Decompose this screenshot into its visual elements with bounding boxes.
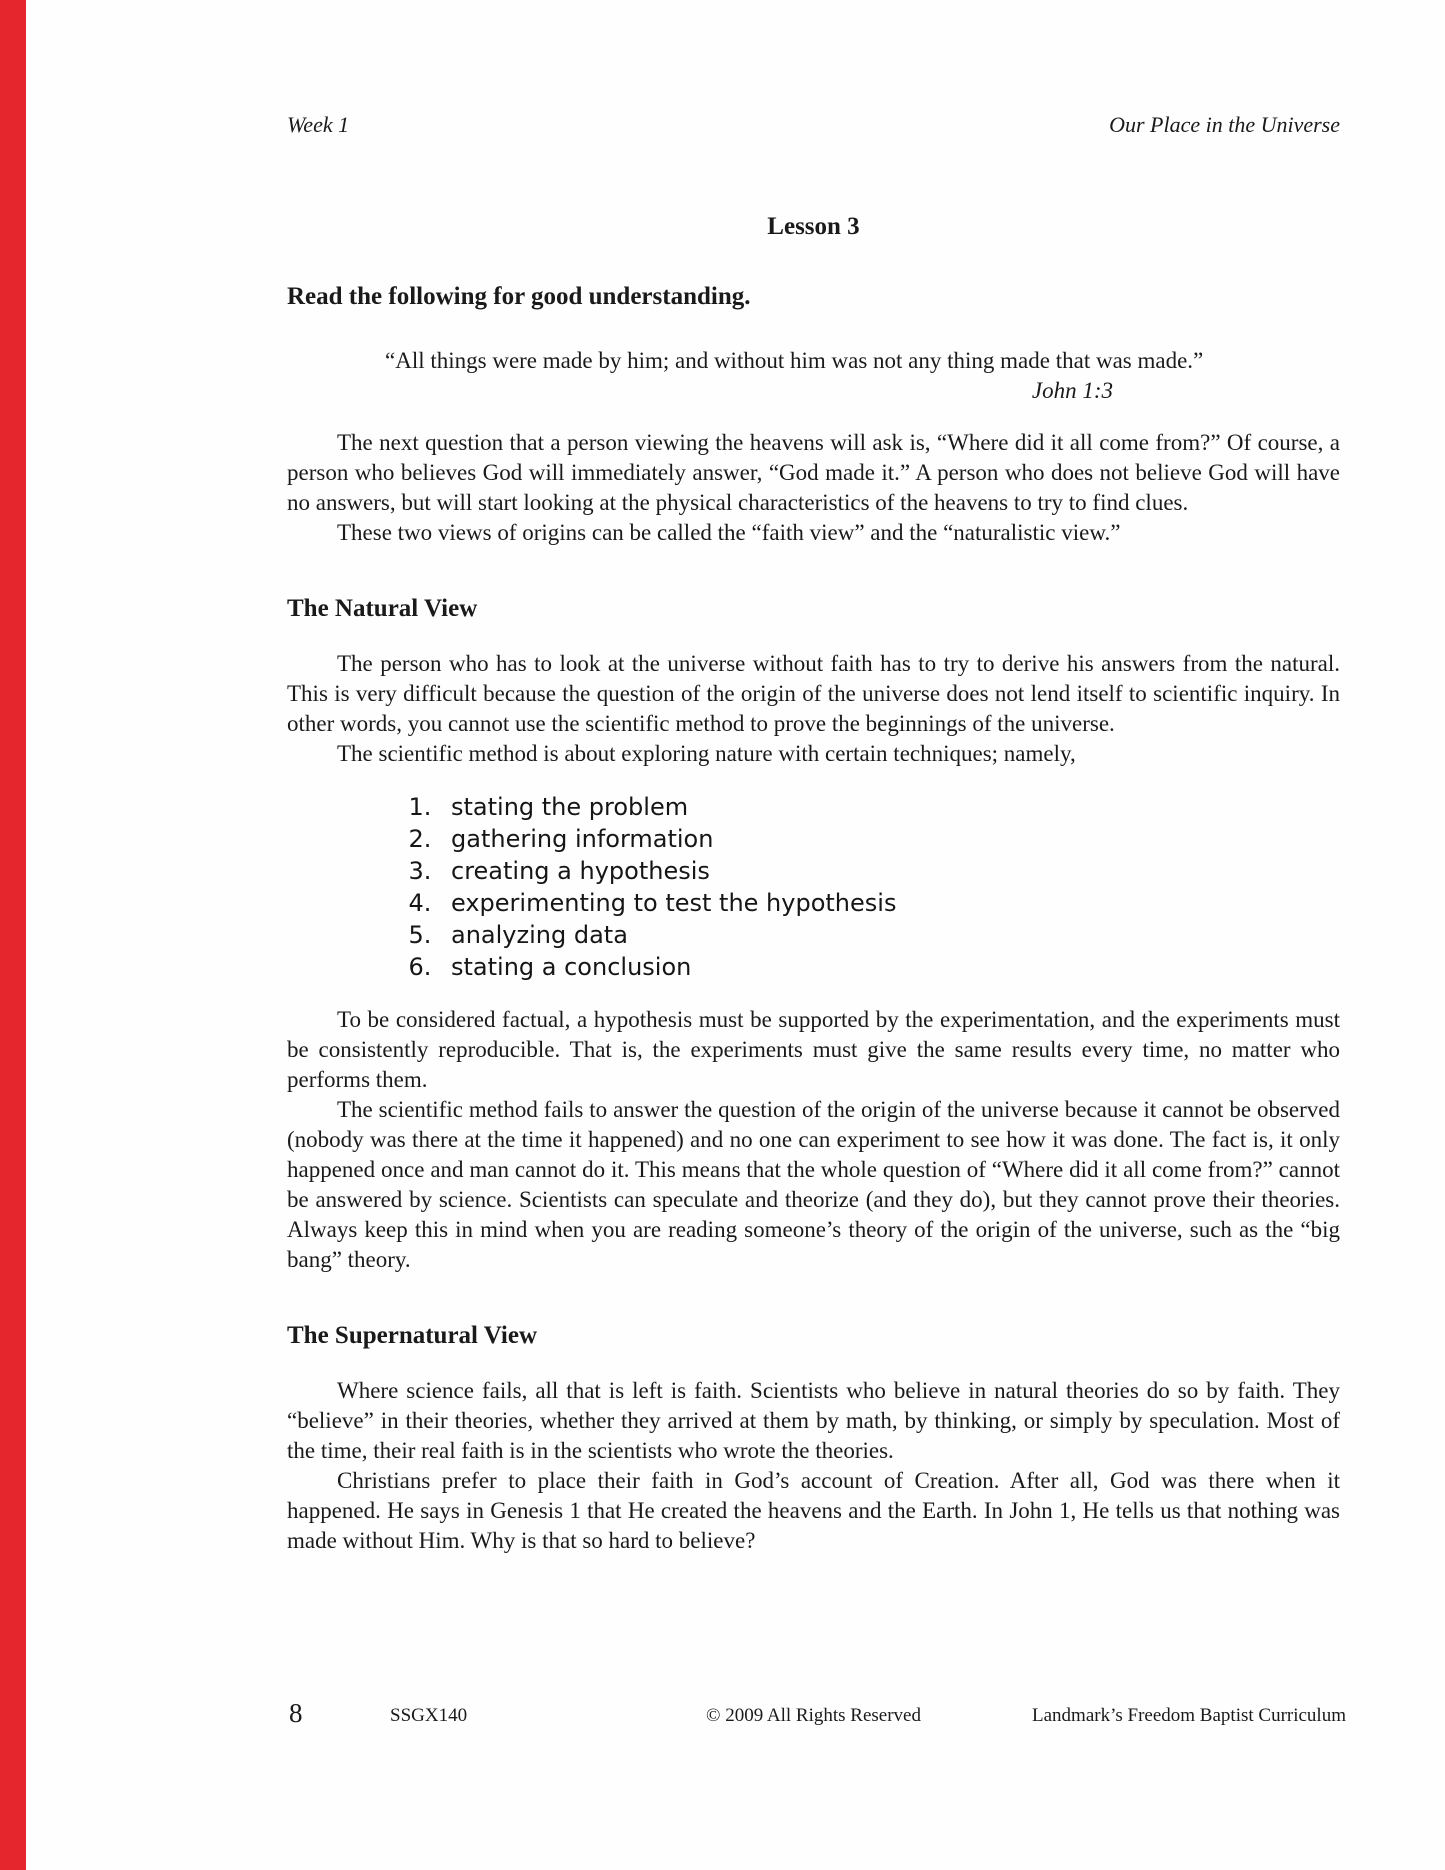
list-item: 1. stating the problem xyxy=(439,791,1340,823)
page-number: 8 xyxy=(289,1698,303,1728)
paragraph: Christians prefer to place their faith in God’s account of Creation. After all, God was there when it happened. He says in Genesis 1 that He created the heavens and the Earth. In John 1, He tells us that nothing was made without Him. Why is that so hard to believe? xyxy=(287,1468,1340,1553)
copyright-notice: © 2009 All Rights Reserved xyxy=(706,1705,921,1726)
scripture-quote: “All things were made by him; and without him was not any thing made that was made.” xyxy=(385,348,1204,373)
running-header xyxy=(287,112,1340,138)
week-label: Week 1 xyxy=(287,112,350,137)
page-content xyxy=(287,0,1340,1556)
paragraph: The scientific method is about exploring nature with certain techniques; namely, xyxy=(337,741,1076,766)
curriculum-code: SSGX140 xyxy=(390,1705,468,1726)
paragraph: These two views of origins can be called the “faith view” and the “naturalistic view.” xyxy=(337,520,1121,545)
binding-edge-accent xyxy=(0,0,26,1870)
list-item: 4. experimenting to test the hypothesis xyxy=(439,887,1340,919)
list-item: 3. creating a hypothesis xyxy=(439,855,1340,887)
section-heading-supernatural-view: The Supernatural View xyxy=(287,1322,538,1349)
publisher-name: Landmark’s Freedom Baptist Curriculum xyxy=(1032,1705,1346,1726)
list-item: 5. analyzing data xyxy=(439,919,1340,951)
list-item: 6. stating a conclusion xyxy=(439,951,1340,983)
page-footer xyxy=(287,1698,1346,1732)
scripture-reference: John 1:3 xyxy=(1031,378,1113,403)
section-heading-natural-view: The Natural View xyxy=(287,595,478,622)
lesson-title: Lesson 3 xyxy=(767,213,860,240)
paragraph: To be considered factual, a hypothesis must be supported by the experimentation, and the experiments must be consistently reproducible. That is, the experiments must give the same results every time, no matter who performs them. xyxy=(287,1007,1340,1092)
scientific-method-list xyxy=(287,791,1340,983)
paragraph: The scientific method fails to answer the question of the origin of the universe because it cannot be observed (nobody was there at the time it happened) and no one can experiment to see how it was done. The fact is, it only happened once and man cannot do it. This means that the whole question of “Where did it all come from?” cannot be answered by science. Scientists can speculate and theorize (and they do), but they cannot prove their theories. Always keep this in mind when you are reading someone’s theory of the origin of the universe, such as the “big bang” theory. xyxy=(287,1097,1340,1272)
course-title: Our Place in the Universe xyxy=(1109,112,1340,137)
paragraph: The next question that a person viewing the heavens will ask is, “Where did it all come from?” Of course, a person who believes God will immediately answer, “God made it.” A person who does not believe God will have no answers, but will start looking at the physical characteristics of the heavens to try to find clues. xyxy=(287,430,1340,515)
paragraph: The person who has to look at the universe without faith has to try to derive his answers from the natural. This is very difficult because the question of the origin of the universe does not lend itself to scientific inquiry. In other words, you cannot use the scientific method to prove the beginnings of the universe. xyxy=(287,651,1340,736)
instruction-heading: Read the following for good understanding. xyxy=(287,283,751,310)
paragraph: Where science fails, all that is left is faith. Scientists who believe in natural theories do so by faith. They “believe” in their theories, whether they arrived at them by math, by thinking, or simply by speculation. Most of the time, their real faith is in the scientists who wrote the theories. xyxy=(287,1378,1340,1463)
list-item: 2. gathering information xyxy=(439,823,1340,855)
